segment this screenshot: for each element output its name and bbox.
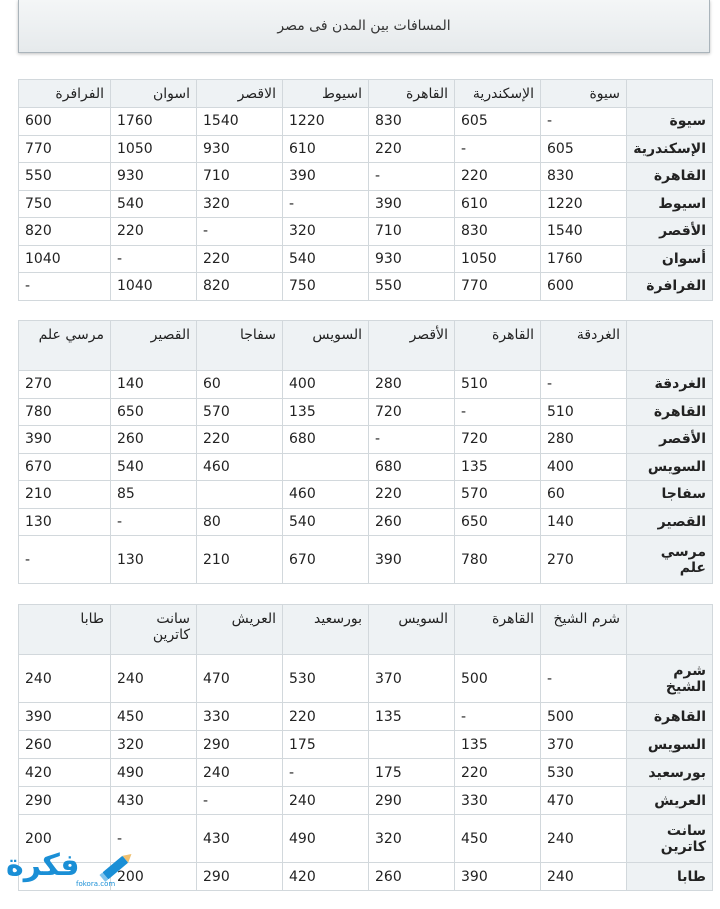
row-header: الغردقة xyxy=(627,371,713,399)
row-header: الأقصر xyxy=(627,218,713,246)
row-header: شرم الشيخ xyxy=(627,655,713,703)
distance-cell: 330 xyxy=(197,703,283,731)
distance-cell: 420 xyxy=(19,759,111,787)
row-header: الإسكندرية xyxy=(627,135,713,163)
table-corner-cell xyxy=(627,321,713,371)
distance-cell: 770 xyxy=(19,135,111,163)
distance-cell: 550 xyxy=(19,163,111,191)
row-header: القاهرة xyxy=(627,163,713,191)
distance-cell: 220 xyxy=(197,245,283,273)
distance-cell: 270 xyxy=(19,371,111,399)
distance-cell: 135 xyxy=(369,703,455,731)
distance-cell: 140 xyxy=(111,371,197,399)
distance-cell: 650 xyxy=(455,508,541,536)
column-header: القاهرة xyxy=(369,80,455,108)
distance-cell: 290 xyxy=(369,787,455,815)
distance-cell: 610 xyxy=(455,190,541,218)
distance-cell: 320 xyxy=(111,731,197,759)
table-row xyxy=(19,481,713,509)
row-header: مرسي علم xyxy=(627,536,713,584)
distance-cell: 200 xyxy=(111,863,197,891)
distance-cell: 820 xyxy=(19,218,111,246)
table-header-row xyxy=(19,605,713,655)
table-row xyxy=(19,135,713,163)
distance-cell: 1540 xyxy=(541,218,627,246)
table-row xyxy=(19,655,713,703)
column-header: السويس xyxy=(283,321,369,371)
column-header: اسيوط xyxy=(283,80,369,108)
distance-cell: 220 xyxy=(369,135,455,163)
distance-cell: 290 xyxy=(197,731,283,759)
distance-cell: 200 xyxy=(19,815,111,863)
column-header: بورسعيد xyxy=(283,605,369,655)
distance-cell: 770 xyxy=(455,273,541,301)
distance-cell: 390 xyxy=(283,163,369,191)
distance-cell: 820 xyxy=(197,273,283,301)
distance-cell: 80 xyxy=(197,508,283,536)
distance-cell: 450 xyxy=(111,703,197,731)
distance-cell: 570 xyxy=(455,481,541,509)
distance-cell: 210 xyxy=(19,481,111,509)
row-header: أسوان xyxy=(627,245,713,273)
distance-cell: 605 xyxy=(455,108,541,136)
column-header: السويس xyxy=(369,605,455,655)
distance-cell: - xyxy=(283,190,369,218)
row-header: القاهرة xyxy=(627,703,713,731)
distance-cell: 1220 xyxy=(541,190,627,218)
distance-cell: - xyxy=(455,135,541,163)
distance-cell: 540 xyxy=(111,453,197,481)
distance-cell: 400 xyxy=(541,453,627,481)
distance-cell: 290 xyxy=(19,787,111,815)
distance-cell: 390 xyxy=(19,426,111,454)
distance-table-2 xyxy=(18,320,713,584)
table-row xyxy=(19,787,713,815)
table-row xyxy=(19,453,713,481)
distance-cell: 710 xyxy=(197,163,283,191)
logo-arabic-text: فكرة xyxy=(6,848,80,883)
distance-cell: 290 xyxy=(197,863,283,891)
distance-cell: 220 xyxy=(283,703,369,731)
table-corner-cell xyxy=(627,80,713,108)
distance-cell: 670 xyxy=(19,453,111,481)
distance-cell: 540 xyxy=(111,190,197,218)
column-header: الغردقة xyxy=(541,321,627,371)
table-row xyxy=(19,245,713,273)
distance-cell: 460 xyxy=(283,481,369,509)
distance-cell: 600 xyxy=(19,108,111,136)
distance-cell: 240 xyxy=(19,655,111,703)
distance-cell: 530 xyxy=(283,655,369,703)
distance-cell: 600 xyxy=(541,273,627,301)
row-header: الفرافرة xyxy=(627,273,713,301)
distance-cell: 720 xyxy=(455,426,541,454)
distance-cell: 175 xyxy=(283,731,369,759)
table-corner-cell xyxy=(627,605,713,655)
table-row xyxy=(19,759,713,787)
site-logo xyxy=(4,846,144,896)
row-header: الأقصر xyxy=(627,426,713,454)
distance-cell: 320 xyxy=(283,218,369,246)
distance-cell: 650 xyxy=(111,398,197,426)
distance-cell: 930 xyxy=(197,135,283,163)
distance-cell: 135 xyxy=(455,731,541,759)
row-header: القاهرة xyxy=(627,398,713,426)
table-row xyxy=(19,190,713,218)
distance-cell: - xyxy=(455,398,541,426)
row-header: السويس xyxy=(627,453,713,481)
distance-cell: - xyxy=(197,218,283,246)
distance-cell: 830 xyxy=(369,108,455,136)
distance-cell: - xyxy=(111,508,197,536)
row-header: بورسعيد xyxy=(627,759,713,787)
row-header: سانت كاترين xyxy=(627,815,713,863)
distance-cell: - xyxy=(19,273,111,301)
distance-cell: 1220 xyxy=(283,108,369,136)
pencil-icon xyxy=(96,846,140,886)
distance-cell: 420 xyxy=(283,863,369,891)
logo-latin-text: fokora.com xyxy=(76,880,116,888)
distance-cell: 500 xyxy=(541,703,627,731)
row-header: العريش xyxy=(627,787,713,815)
distance-cell: 85 xyxy=(111,481,197,509)
distance-cell: 280 xyxy=(369,371,455,399)
distance-cell: 460 xyxy=(197,453,283,481)
distance-cell: 1040 xyxy=(111,273,197,301)
table-row xyxy=(19,371,713,399)
distance-cell: 220 xyxy=(455,759,541,787)
distance-cell: 130 xyxy=(111,536,197,584)
distance-cell: 175 xyxy=(369,759,455,787)
column-header: القاهرة xyxy=(455,605,541,655)
column-header: سانت كاترين xyxy=(111,605,197,655)
distance-cell: - xyxy=(369,163,455,191)
row-header: سيوة xyxy=(627,108,713,136)
distance-cell: 930 xyxy=(111,163,197,191)
distance-cell: 135 xyxy=(283,398,369,426)
table-row xyxy=(19,731,713,759)
distance-cell: 220 xyxy=(111,218,197,246)
distance-cell: - xyxy=(111,815,197,863)
distance-cell xyxy=(197,481,283,509)
page-title-text: المسافات بين المدن فى مصر xyxy=(277,18,451,34)
distance-cell: 400 xyxy=(283,371,369,399)
distance-cell: 500 xyxy=(455,655,541,703)
distance-cell: 280 xyxy=(541,426,627,454)
row-header: القصير xyxy=(627,508,713,536)
distance-cell: 260 xyxy=(369,863,455,891)
distance-cell: 780 xyxy=(19,398,111,426)
distance-cell: 210 xyxy=(197,536,283,584)
column-header: شرم الشيخ xyxy=(541,605,627,655)
table-row xyxy=(19,536,713,584)
distance-cell: 390 xyxy=(369,536,455,584)
distance-cell: 710 xyxy=(369,218,455,246)
distance-cell: 610 xyxy=(283,135,369,163)
table-row xyxy=(19,273,713,301)
distance-cell: 490 xyxy=(283,815,369,863)
distance-cell: 1050 xyxy=(455,245,541,273)
column-header: القصير xyxy=(111,321,197,371)
distance-cell: 450 xyxy=(455,815,541,863)
column-header: الإسكندرية xyxy=(455,80,541,108)
column-header: مرسي علم xyxy=(19,321,111,371)
table-row xyxy=(19,108,713,136)
table-row xyxy=(19,398,713,426)
distance-cell: - xyxy=(19,536,111,584)
distance-cell: 1050 xyxy=(111,135,197,163)
table-row xyxy=(19,508,713,536)
distance-cell: 320 xyxy=(197,190,283,218)
distance-cell: 470 xyxy=(197,655,283,703)
distance-cell: - xyxy=(111,245,197,273)
table-header-row xyxy=(19,321,713,371)
distance-cell: 135 xyxy=(455,453,541,481)
row-header: طابا xyxy=(627,863,713,891)
distance-cell: 1040 xyxy=(19,245,111,273)
distance-cell: 270 xyxy=(541,536,627,584)
distance-cell: - xyxy=(541,371,627,399)
distance-cell: 240 xyxy=(541,815,627,863)
distance-cell: 750 xyxy=(19,190,111,218)
distance-cell: 670 xyxy=(283,536,369,584)
table-row xyxy=(19,163,713,191)
distance-table-1 xyxy=(18,79,713,301)
distance-cell: - xyxy=(541,108,627,136)
distance-cell: - xyxy=(197,787,283,815)
distance-cell: 530 xyxy=(541,759,627,787)
distance-cell: 540 xyxy=(283,245,369,273)
distance-cell: 750 xyxy=(283,273,369,301)
distance-cell: 780 xyxy=(455,536,541,584)
column-header: سفاجا xyxy=(197,321,283,371)
distance-cell: 930 xyxy=(369,245,455,273)
distance-cell: 330 xyxy=(455,787,541,815)
distance-cell: 390 xyxy=(369,190,455,218)
distance-cell: 220 xyxy=(455,163,541,191)
distance-cell: 240 xyxy=(111,655,197,703)
distance-cell: 830 xyxy=(455,218,541,246)
distance-cell: 680 xyxy=(283,426,369,454)
table-header-row xyxy=(19,80,713,108)
column-header: الاقصر xyxy=(197,80,283,108)
distance-cell: 720 xyxy=(369,398,455,426)
column-header: سيوة xyxy=(541,80,627,108)
distance-cell xyxy=(283,453,369,481)
column-header: اسوان xyxy=(111,80,197,108)
distance-cell: 510 xyxy=(541,398,627,426)
distance-cell: 240 xyxy=(283,787,369,815)
distance-cell: 390 xyxy=(455,863,541,891)
distance-cell: 260 xyxy=(19,731,111,759)
table-row xyxy=(19,218,713,246)
distance-cell: 430 xyxy=(197,815,283,863)
distance-cell: 240 xyxy=(197,759,283,787)
distance-cell: 1760 xyxy=(541,245,627,273)
page-title xyxy=(18,0,710,53)
distance-cell: 605 xyxy=(541,135,627,163)
distance-cell: 490 xyxy=(111,759,197,787)
distance-cell: 540 xyxy=(283,508,369,536)
row-header: اسيوط xyxy=(627,190,713,218)
distance-cell: 260 xyxy=(369,508,455,536)
distance-cell: - xyxy=(283,759,369,787)
column-header: الأقصر xyxy=(369,321,455,371)
column-header: الفرافرة xyxy=(19,80,111,108)
distance-cell: 390 xyxy=(19,703,111,731)
distance-cell: 470 xyxy=(541,787,627,815)
distance-cell: - xyxy=(541,655,627,703)
column-header: القاهرة xyxy=(455,321,541,371)
distance-cell: 60 xyxy=(197,371,283,399)
column-header: العريش xyxy=(197,605,283,655)
distance-cell: 370 xyxy=(541,731,627,759)
column-header: طابا xyxy=(19,605,111,655)
distance-cell: 570 xyxy=(197,398,283,426)
distance-cell: 510 xyxy=(455,371,541,399)
distance-cell: 550 xyxy=(369,273,455,301)
distance-cell xyxy=(369,731,455,759)
distance-cell: 1540 xyxy=(197,108,283,136)
distance-cell: 140 xyxy=(541,508,627,536)
row-header: سفاجا xyxy=(627,481,713,509)
table-row xyxy=(19,703,713,731)
distance-cell: 260 xyxy=(111,426,197,454)
distance-cell: 220 xyxy=(197,426,283,454)
distance-cell: 320 xyxy=(369,815,455,863)
table-row xyxy=(19,426,713,454)
row-header: السويس xyxy=(627,731,713,759)
distance-cell: 370 xyxy=(369,655,455,703)
distance-cell: 430 xyxy=(111,787,197,815)
distance-cell: 680 xyxy=(369,453,455,481)
distance-cell: - xyxy=(369,426,455,454)
distance-cell: 220 xyxy=(369,481,455,509)
distance-cell: 130 xyxy=(19,508,111,536)
distance-cell: - xyxy=(455,703,541,731)
distance-cell: 60 xyxy=(541,481,627,509)
distance-cell: 240 xyxy=(541,863,627,891)
distance-cell: 830 xyxy=(541,163,627,191)
distance-cell: 1760 xyxy=(111,108,197,136)
